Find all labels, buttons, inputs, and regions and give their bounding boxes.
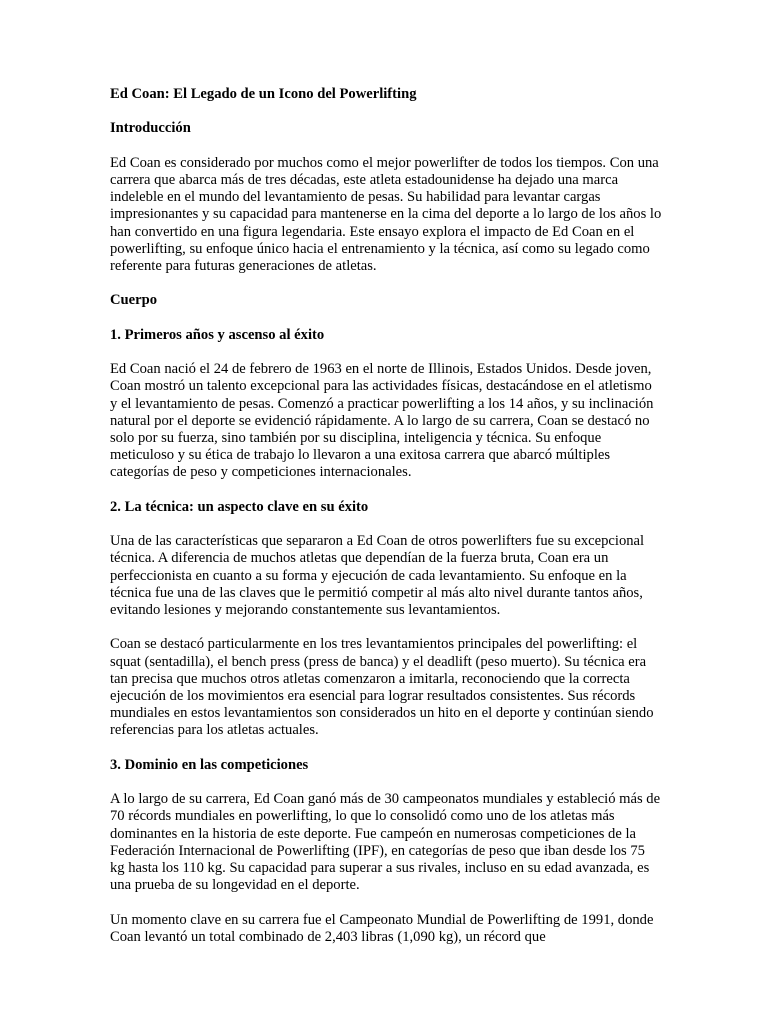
spacer xyxy=(110,344,662,361)
spacer xyxy=(110,275,662,292)
intro-paragraph: Ed Coan es considerado por muchos como el mejor powerlifter de todos los tiempos. Con una carrera que abarca más de tres décadas, este atleta estadounidense ha dejado una marca indeleble en el mundo del levantamiento de pesas. Su habilidad para levantar cargas impresionantes y su capacidad para mantenerse en la cima del deporte a lo largo de los años lo han convertido en una figura legendaria. Este ensayo explora el impacto de Ed Coan en el powerlifting, su enfoque único hacia el entrenamiento y la técnica, así como su legado como referente para futuras generaciones de atletas. xyxy=(110,154,662,274)
document-page xyxy=(110,86,662,946)
section-1-paragraph-1: Ed Coan nació el 24 de febrero de 1963 en el norte de Illinois, Estados Unidos. Desde joven, Coan mostró un talento excepcional para las actividades físicas, destacándose en el atletismo y el levantamiento de pesas. Comenzó a practicar powerlifting a los 14 años, y su inclinación natural por el deporte se evidenció rápidamente. A lo largo de su carrera, Coan se destacó no solo por su fuerza, sino también por su disciplina, inteligencia y técnica. Su enfoque meticuloso y su ética de trabajo lo llevaron a una exitosa carrera que abarcó múltiples categorías de peso y competiciones internacionales. xyxy=(110,361,654,481)
section-1-heading: 1. Primeros años y ascenso al éxito xyxy=(110,326,325,343)
document-title: Ed Coan: El Legado de un Icono del Powerlifting xyxy=(110,86,417,102)
spacer xyxy=(110,740,662,757)
spacer xyxy=(110,103,662,120)
spacer xyxy=(110,619,662,636)
section-3-paragraph-1: A lo largo de su carrera, Ed Coan ganó más de 30 campeonatos mundiales y estableció más de 70 récords mundiales en powerlifting, lo que lo consolidó como uno de los atletas más dominantes en la historia de este deporte. Fue campeón en numerosas competiciones de la Federación Internacional de Powerlifting (IPF), en categorías de peso que iban desde los 75 kg hasta los 110 kg. Su capacidad para superar a sus rivales, incluso en su edad avanzada, es una prueba de su longevidad en el deporte. xyxy=(110,791,661,894)
spacer xyxy=(110,138,662,155)
section-2-heading: 2. La técnica: un aspecto clave en su éxito xyxy=(110,498,369,515)
spacer xyxy=(110,516,662,533)
spacer xyxy=(110,310,662,327)
spacer xyxy=(110,894,662,911)
body-heading: Cuerpo xyxy=(110,292,158,309)
spacer xyxy=(110,482,662,499)
section-2-paragraph-1: Una de las características que separaron a Ed Coan de otros powerlifters fue su excepcional técnica. A diferencia de muchos atletas que dependían de la fuerza bruta, Coan era un perfeccionista en cuanto a su forma y ejecución de cada levantamiento. Su enfoque en la técnica fue una de las claves que le permitió competir al más alto nivel durante tantos años, evitando lesiones y mejorando constantemente sus levantamientos. xyxy=(110,533,645,618)
spacer xyxy=(110,774,662,791)
section-2-paragraph-2: Coan se destacó particularmente en los tres levantamientos principales del powerlifting: el squat (sentadilla), el bench press (press de banca) y el deadlift (peso muerto). Su técnica era tan precisa que muchos otros atletas comenzaron a imitarla, reconociendo que la correcta ejecución de los movimientos era esencial para lograr resultados consistentes. Sus récords mundiales en estos levantamientos son considerados un hito en el deporte y continúan siendo referencias para los atletas actuales. xyxy=(110,636,654,739)
section-3-paragraph-2: Un momento clave en su carrera fue el Campeonato Mundial de Powerlifting de 1991, donde Coan levantó un total combinado de 2,403 libras (1,090 kg), un récord que xyxy=(110,911,654,945)
section-3-heading: 3. Dominio en las competiciones xyxy=(110,756,309,773)
intro-heading: Introducción xyxy=(110,120,191,137)
